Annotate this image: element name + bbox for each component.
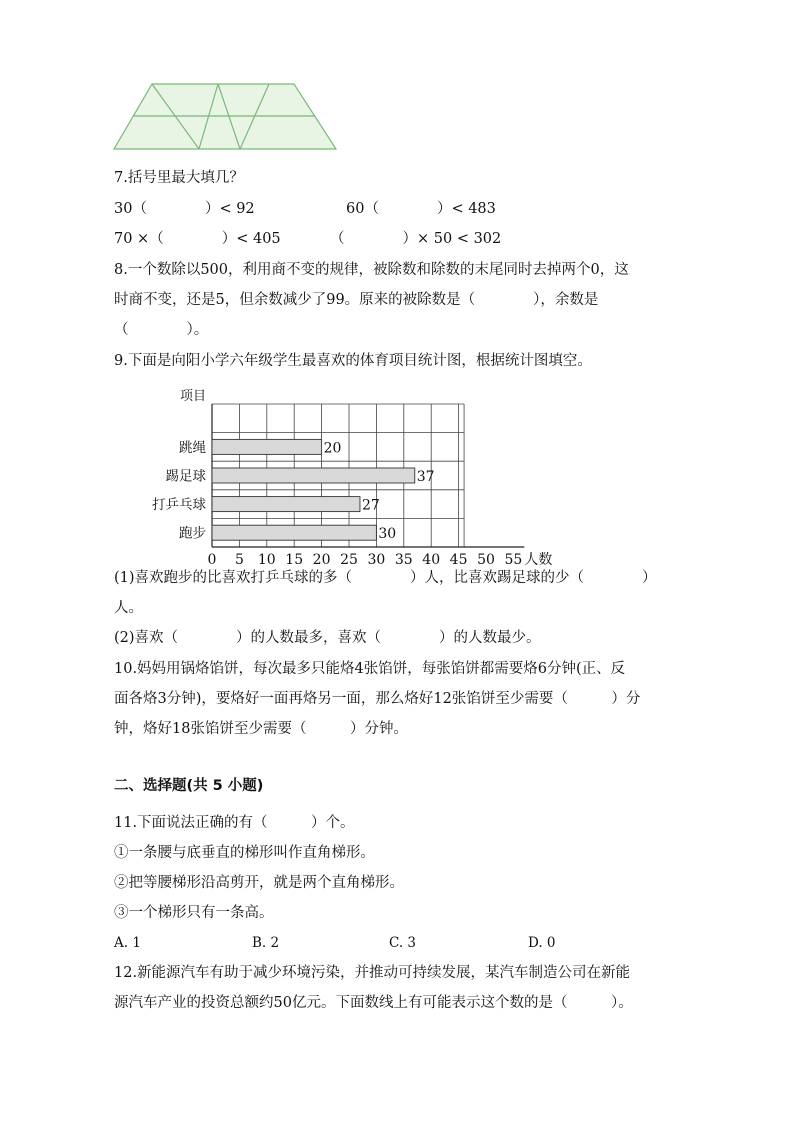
q12-line-1: 12.新能源汽车有助于减少环境污染，并推动可持续发展，某汽车制造公司在新能	[114, 965, 631, 981]
q10-line-1: 10.妈妈用锅烙馅饼，每次最多只能烙4张馅饼，每张馅饼都需要烙6分钟(正、反	[114, 661, 626, 677]
q7-item-b: 60（ ）< 483	[346, 201, 496, 217]
data-label: 37	[416, 469, 435, 485]
x-tick-label: 30	[367, 552, 386, 568]
sports-bar-chart	[130, 382, 553, 568]
q7-item-a: 30（ ）< 92	[114, 201, 255, 217]
x-tick-label: 10	[257, 552, 276, 568]
x-axis-label: 人数	[524, 552, 553, 568]
data-label: 20	[323, 440, 342, 457]
q11-option-c[interactable]: C. 3	[389, 935, 417, 951]
data-label: 27	[361, 497, 380, 514]
q9-title: 9.下面是向阳小学六年级学生最喜欢的体育项目统计图，根据统计图填空。	[114, 353, 592, 369]
x-tick-label: 0	[207, 552, 217, 568]
q7-item-c: 70 ×（ ）< 405	[114, 231, 281, 247]
q11-statement-2: ②把等腰梯形沿高剪开，就是两个直角梯形。	[114, 875, 404, 891]
q12-line-2: 源汽车产业的投资总额约50亿元。下面数线上有可能表示这个数的是（ ）。	[114, 995, 633, 1011]
bar	[212, 497, 360, 512]
q8-line-2: 时商不变，还是5，但余数减少了99。原来的被除数是（ ），余数是	[114, 292, 599, 308]
bar	[212, 439, 322, 454]
q8-line-1: 8.一个数除以500，利用商不变的规律，被除数和除数的末尾同时去掉两个0，这	[114, 262, 629, 278]
data-label: 30	[378, 526, 397, 543]
q11-option-d[interactable]: D. 0	[528, 935, 556, 951]
x-tick-label: 50	[477, 552, 495, 568]
x-tick-label: 40	[422, 552, 441, 568]
q9-sub1-line-1: (1)喜欢跑步的比喜欢打乒乓球的多（ ）人，比喜欢踢足球的少（ ）	[114, 570, 657, 586]
q7-title: 7.括号里最大填几？	[114, 170, 244, 186]
q7-item-d: （ ）× 50 < 302	[330, 231, 502, 247]
q11-title: 11.下面说法正确的有（ ）个。	[114, 815, 355, 831]
q10-line-2: 面各烙3分钟)，要烙好一面再烙另一面，那么烙好12张馅饼至少需要（ ）分	[114, 691, 641, 707]
x-tick-label: 45	[449, 552, 468, 568]
x-tick-label: 5	[234, 552, 244, 568]
category-label: 打乒乓球	[152, 497, 206, 514]
x-tick-label: 25	[340, 552, 358, 568]
bar	[212, 468, 415, 483]
x-tick-label: 20	[312, 552, 331, 568]
q10-line-3: 钟，烙好18张馅饼至少需要（ ）分钟。	[114, 721, 408, 737]
x-tick-label: 55	[504, 552, 523, 568]
q11-option-b[interactable]: B. 2	[252, 935, 280, 951]
q9-sub1-line-2: 人。	[114, 600, 143, 616]
category-label: 跳绳	[179, 439, 206, 456]
trapezoid-figure	[110, 80, 342, 152]
q8-line-3: （ ）。	[114, 322, 209, 338]
category-label: 踢足球	[165, 468, 206, 485]
x-tick-label: 15	[285, 552, 304, 568]
q11-statement-3: ③一个梯形只有一条高。	[114, 905, 274, 921]
x-tick-label: 35	[394, 552, 413, 568]
y-axis-label: 项目	[179, 389, 206, 404]
section-2-title: 二、选择题(共 5 小题)	[114, 778, 264, 794]
bar	[212, 525, 376, 540]
q11-statement-1: ①一条腰与底垂直的梯形叫作直角梯形。	[114, 845, 375, 861]
category-label: 跑步	[179, 525, 206, 542]
q11-option-a[interactable]: A. 1	[114, 935, 141, 951]
q9-sub2: (2)喜欢（ ）的人数最多，喜欢（ ）的人数最少。	[114, 630, 541, 646]
